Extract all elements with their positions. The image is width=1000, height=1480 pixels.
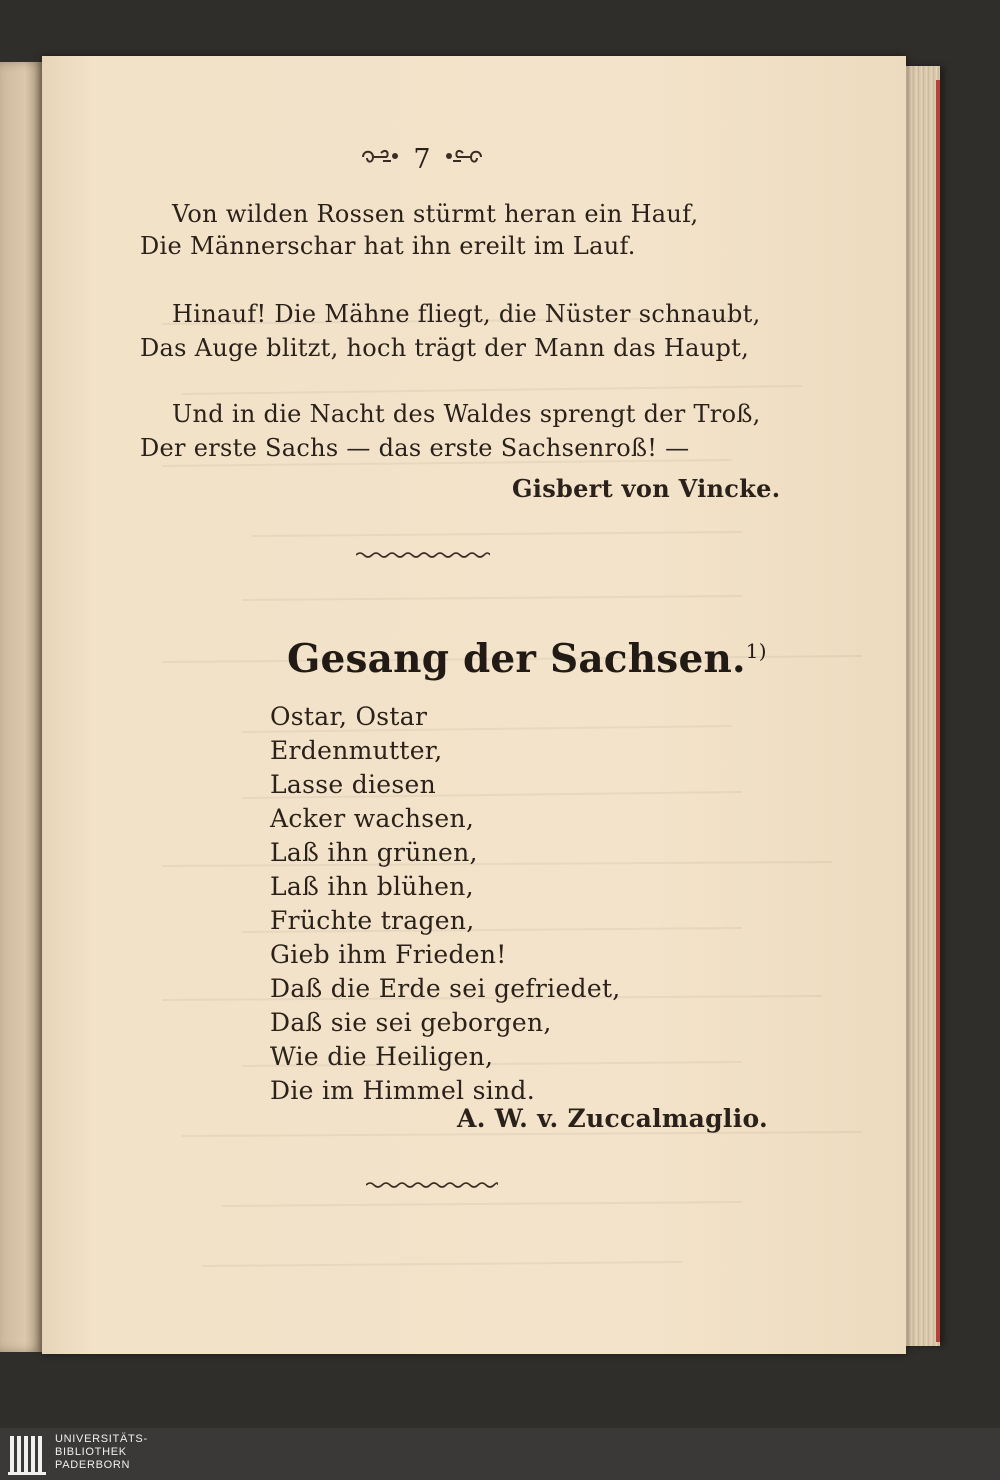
ornament-left-icon bbox=[359, 147, 405, 172]
left-page-edge bbox=[0, 62, 45, 1352]
poem2-line-6: Laß ihn blühen, bbox=[270, 872, 474, 901]
page-stack-edge bbox=[900, 66, 940, 1346]
poem2-line-8: Gieb ihm Frieden! bbox=[270, 940, 507, 969]
library-footer-bar bbox=[0, 1428, 1000, 1480]
poem2-line-4: Acker wachsen, bbox=[270, 804, 475, 833]
poem2-line-9: Daß die Erde sei gefriedet, bbox=[270, 974, 621, 1003]
poem1-line-2: Die Männerschar hat ihn ereilt im Lauf. bbox=[140, 232, 636, 260]
footnote-mark: 1) bbox=[745, 639, 767, 663]
poem2-line-5: Laß ihn grünen, bbox=[270, 838, 478, 867]
poem1-line-5: Und in die Nacht des Waldes sprengt der Troß, bbox=[172, 400, 761, 428]
poem2-line-2: Erdenmutter, bbox=[270, 736, 443, 765]
page-number-header bbox=[362, 142, 482, 176]
poem2-line-1: Ostar, Ostar bbox=[270, 702, 428, 731]
wavy-divider-top bbox=[356, 550, 490, 560]
poem2-line-11: Wie die Heiligen, bbox=[270, 1042, 494, 1071]
library-name-line-3: PADERBORN bbox=[55, 1459, 131, 1471]
poem2-line-3: Lasse diesen bbox=[270, 770, 437, 799]
library-name-line-2: BIBLIOTHEK bbox=[55, 1446, 127, 1458]
poem2-title bbox=[287, 636, 767, 682]
poem2-line-7: Früchte tragen, bbox=[270, 906, 475, 935]
poem1-line-6: Der erste Sachs — das erste Sachsenroß! — bbox=[140, 434, 690, 462]
poem1-line-1: Von wilden Rossen stürmt heran ein Hauf, bbox=[172, 200, 699, 228]
poem2-title-text: Gesang der Sachsen. bbox=[287, 636, 746, 682]
poem1-line-4: Das Auge blitzt, hoch trägt der Mann das Haupt, bbox=[140, 334, 750, 362]
poem1-line-3: Hinauf! Die Mähne fliegt, die Nüster schnaubt, bbox=[172, 300, 761, 328]
poem1-author: Gisbert von Vincke. bbox=[512, 474, 781, 503]
poem2-author: A. W. v. Zuccalmaglio. bbox=[457, 1104, 769, 1133]
library-name-line-1: UNIVERSITÄTS- bbox=[55, 1433, 148, 1445]
poem2-line-12: Die im Himmel sind. bbox=[270, 1076, 535, 1105]
wavy-divider-bottom bbox=[366, 1180, 498, 1190]
ornament-right-icon bbox=[439, 147, 485, 172]
red-page-edge bbox=[936, 80, 940, 1342]
page-number: 7 bbox=[413, 143, 431, 175]
poem2-line-10: Daß sie sei geborgen, bbox=[270, 1008, 552, 1037]
library-logo-icon bbox=[8, 1432, 50, 1476]
